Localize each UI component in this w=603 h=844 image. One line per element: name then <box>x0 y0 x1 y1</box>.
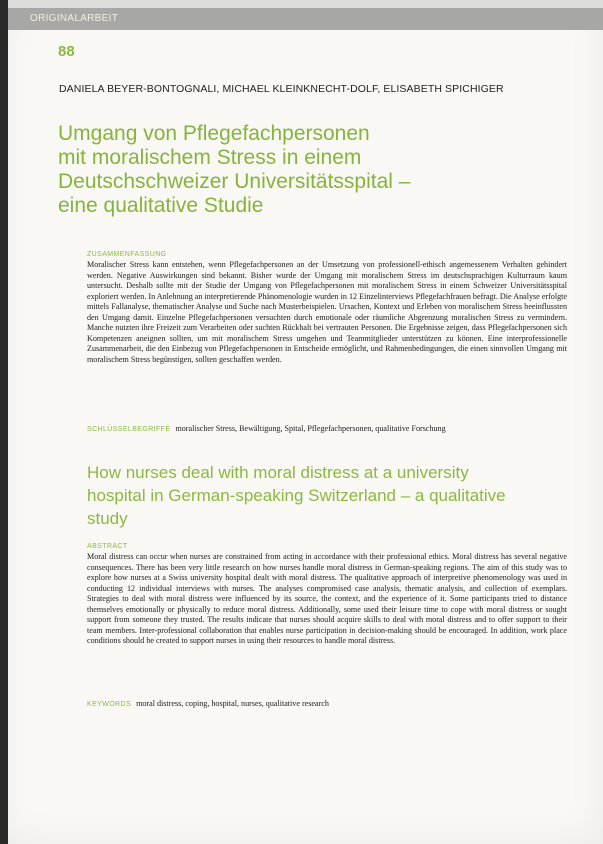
german-title-line: Deutschschweizer Universitätsspital – <box>58 170 411 193</box>
german-keywords-text: moralischer Stress, Bewältigung, Spital, Pflegefachpersonen, qualitative Forschung <box>175 424 446 433</box>
german-keywords <box>87 424 567 435</box>
english-title-line: How nurses deal with moral distress at a university <box>87 463 469 482</box>
section-header-label: ORIGINALARBEIT <box>30 13 119 24</box>
english-keywords-text: moral distress, coping, hospital, nurses, qualitative research <box>136 699 329 708</box>
german-title-line: mit moralischem Stress in einem <box>58 146 362 169</box>
german-title-line: eine qualitative Studie <box>58 194 264 217</box>
english-abstract-label: ABSTRACT <box>87 543 128 550</box>
english-keywords-label: KEYWORDS <box>87 701 132 708</box>
german-title-line: Umgang von Pflegefachpersonen <box>58 122 370 145</box>
german-abstract-label: ZUSAMMENFASSUNG <box>87 251 167 258</box>
german-title <box>58 122 578 218</box>
page-number: 88 <box>58 43 75 60</box>
english-keywords <box>87 699 567 710</box>
english-abstract-text: Moral distress can occur when nurses are constrained from acting in accordance with their professional ethics. Moral distress has several negative consequences. There has been very little research on how nurses handle moral distress in German-speaking regions. The aim of this study was to explore how nurses at a Swiss university hospital dealt with moral distress. The qualitative approach of interpretive phenomenology was used in conducting 12 individual interviews with nurses. The analyses compromised case analysis, thematic analysis, and collection of exemplars. Strategies to deal with moral distress were influenced by its source, the context, and the experience of it. Some participants tried to distance themselves emotionally or physically to reduce moral distress. Additionally, some used their leisure time to cope with moral distress or sought support from someone they trusted. The results indicate that nurses should acquire skills to deal with moral distress and to offer support to their team members. Inter-professional collaboration that enables nurse participation in decision-making should be encouraged. In addition, work place conditions should be created to support nurses in using their resources to handle moral distress. <box>87 552 567 645</box>
english-abstract <box>87 543 567 647</box>
header-band <box>8 8 603 30</box>
german-keywords-label: SCHLÜSSELBEGRIFFE <box>87 426 171 433</box>
author-line: DANIELA BEYER-BONTOGNALI, MICHAEL KLEINKNECHT-DOLF, ELISABETH SPICHIGER <box>59 83 504 95</box>
english-title <box>87 461 567 530</box>
english-title-line: hospital in German-speaking Switzerland – a qualitative <box>87 486 506 505</box>
german-abstract <box>87 251 567 365</box>
page-edge-shadow <box>0 0 8 844</box>
german-abstract-text: Moralischer Stress kann entstehen, wenn Pflegefachpersonen an der Umsetzung von professionell-ethisch angemessenem Verhalten gehindert werden. Negative Auswirkungen sind bekannt. Bisher wurde der Umgang mit moralischem Stress im deutschsprachigen Kulturraum kaum untersucht. Deshalb sollte mit der Studie der Umgang von Pflegefachpersonen mit moralischem Stress in einem Schweizer Universitätsspital exploriert werden. In Anlehnung an interpretierende Phänomenologie wurden in 12 Einzelinterviews Pflegefachfrauen befragt. Die Analyse erfolgte mittels Fallanalyse, thematischer Analyse und Suche nach Musterbeispielen. Ursachen, Kontext und Erleben von moralischem Stress beeinflussten den Umgang damit. Einzelne Pflegefachpersonen versuchten durch emotionale oder räumliche Abgrenzung moralischen Stress zu vermindern. Manche nutzten ihre Freizeit zum Verarbeiten oder suchten Rückhalt bei vertrauten Personen. Die Ergebnisse zeigen, dass Pflegefachpersonen sich Kompetenzen aneignen sollten, um mit moralischem Stress umgehen und Teammitglieder unterstützen zu können. Eine interprofessionelle Zusammenarbeit, die den Einbezug von Pflegefachpersonen in Entscheide ermöglicht, und Rahmenbedingungen, die einen sinnvollen Umgang mit moralischem Stress begünstigen, sollten geschaffen werden. <box>87 260 567 364</box>
english-title-line: study <box>87 509 128 528</box>
